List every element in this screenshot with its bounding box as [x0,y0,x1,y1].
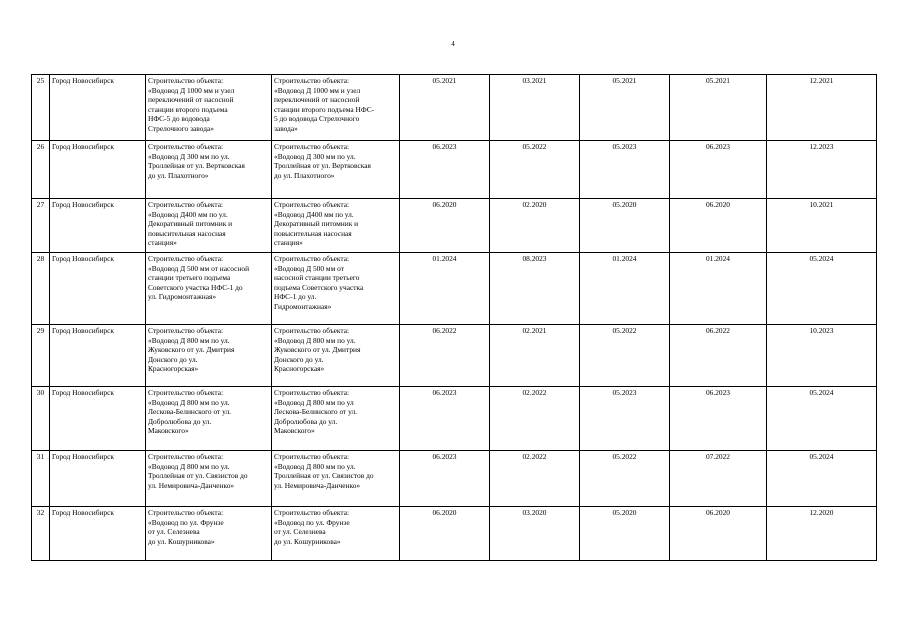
object-text-line: станция» [148,238,177,248]
object-text-line: Строительство объекта: [274,142,350,151]
object-name-cell [146,199,272,253]
municipality-cell: Город Новосибирск [50,325,146,387]
object-text-line: Троллейная от ул. Вертковская [274,161,371,171]
object-text-line: «Водовод Д 500 мм от насосной [148,263,250,273]
object-name-copy-cell [272,75,400,141]
object-text-line: ул. Немировича-Данченко» [274,480,361,490]
municipality-cell: Город Новосибирск [50,141,146,199]
object-name-cell [146,141,272,199]
date-cell: 12.2021 [767,75,877,141]
date-cell: 06.2020 [670,199,767,253]
row-number-cell: 26 [32,141,50,199]
table-row [32,387,877,451]
object-name-copy-cell [272,253,400,325]
object-name-cell [146,75,272,141]
page-number: 4 [451,40,455,48]
object-text-line: Декоративный питомник и [274,219,359,229]
object-text-line: «Водовод Д 1000 мм и узел [274,85,361,95]
date-cell: 08.2023 [490,253,580,325]
date-cell: 05.2022 [490,141,580,199]
row-number-cell: 29 [32,325,50,387]
object-text-line: Строительство объекта: [148,254,224,263]
object-name-cell [146,451,272,507]
object-text-line: Лескова-Белинского от ул. [274,407,358,417]
object-text-line: «Водовод Д400 мм по ул. [274,209,354,219]
object-text-line: Советского участка НФС-1 до [148,282,243,292]
objects-table [31,74,877,561]
object-text-line: Строительство объекта: [148,452,224,461]
date-cell: 12.2023 [767,141,877,199]
table-row [32,325,877,387]
object-text-line: Строительство объекта: [274,254,350,263]
row-number-cell: 28 [32,253,50,325]
object-text-line: Строительство объекта: [148,142,224,151]
municipality-cell: Город Новосибирск [50,199,146,253]
object-text-line: «Водовод Д 800 мм по ул. [274,335,356,345]
date-cell: 07.2022 [670,451,767,507]
object-text-line: ул. Гидромонтажная» [148,292,217,302]
date-cell: 12.2020 [767,507,877,561]
object-text-line: Добролюбова до ул. [148,416,212,426]
object-text-line: до ул. Плахотного» [274,170,335,180]
object-text-line: Строительство объекта: [274,200,350,209]
date-cell: 01.2024 [580,253,670,325]
object-text-line: ул. Немировича-Данченко» [148,480,235,490]
object-text-line: 5 до водовода Стрелочного [274,114,360,124]
date-cell: 06.2023 [400,387,490,451]
row-number-cell: 30 [32,387,50,451]
object-name-cell [146,253,272,325]
object-text-line: Строительство объекта: [148,508,224,517]
object-text-line: «Водовод Д400 мм по ул. [148,209,228,219]
object-text-line: повысительная насосная [148,228,226,238]
date-cell: 01.2024 [670,253,767,325]
object-text-line: станции второго подъема [148,104,228,114]
date-cell: 06.2023 [400,451,490,507]
date-cell: 10.2023 [767,325,877,387]
date-cell: 02.2022 [490,451,580,507]
object-text-line: переключений от насосной [148,95,234,105]
date-cell: 05.2022 [580,325,670,387]
object-name-copy-cell [272,199,400,253]
object-text-line: Строительство объекта: [148,200,224,209]
date-cell: 03.2021 [490,75,580,141]
date-cell: 05.2020 [580,507,670,561]
object-text-line: «Водовод Д 1000 мм и узел [148,85,235,95]
table-row [32,141,877,199]
object-text-line: Строительство объекта: [274,508,350,517]
row-number-cell: 25 [32,75,50,141]
object-name-copy-cell [272,507,400,561]
object-text-line: Строительство объекта: [274,76,350,85]
date-cell: 05.2024 [767,253,877,325]
object-text-line: «Водовод Д 500 мм от [274,263,344,273]
date-cell: 06.2020 [670,507,767,561]
object-name-cell [146,325,272,387]
object-text-line: Троллейная от ул. Связистов до [148,471,248,481]
object-text-line: Строительство объекта: [148,388,224,397]
object-text-line: Лескова-Белинского от ул. [148,407,232,417]
municipality-cell: Город Новосибирск [50,507,146,561]
date-cell: 05.2023 [580,387,670,451]
object-name-copy-cell [272,451,400,507]
object-text-line: «Водовод Д 800 мм по ул. [148,461,230,471]
object-text-line: переключений от насосной [274,95,360,105]
date-cell: 01.2024 [400,253,490,325]
object-text-line: завода» [274,123,298,133]
object-text-line: НФС-5 до водовода [148,114,210,124]
object-text-line: Маковского» [274,426,315,436]
date-cell: 02.2020 [490,199,580,253]
municipality-cell: Город Новосибирск [50,75,146,141]
object-text-line: до ул. Плахотного» [148,170,209,180]
object-text-line: Строительство объекта: [148,76,224,85]
object-text-line: Строительство объекта: [274,388,350,397]
object-text-line: НФС-1 до ул. [274,292,317,302]
date-cell: 05.2023 [580,141,670,199]
object-text-line: Троллейная от ул. Вертковская [148,161,245,171]
date-cell: 10.2021 [767,199,877,253]
table-row [32,199,877,253]
object-text-line: «Водовод по ул. Фрунзе [274,517,350,527]
municipality-cell: Город Новосибирск [50,387,146,451]
row-number-cell: 27 [32,199,50,253]
table-body [32,75,877,561]
date-cell: 05.2024 [767,387,877,451]
object-text-line: до ул. Кошурникова» [274,536,341,546]
date-cell: 02.2022 [490,387,580,451]
object-text-line: Декоративный питомник и [148,219,233,229]
object-text-line: от ул. Селезнева [274,527,326,537]
object-text-line: Жуковского от ул. Дмитрия [148,345,235,355]
table-row [32,75,877,141]
object-name-copy-cell [272,325,400,387]
date-cell: 05.2021 [580,75,670,141]
row-number-cell: 31 [32,451,50,507]
object-text-line: станции третьего подъема [148,273,231,283]
date-cell: 06.2020 [400,199,490,253]
date-cell: 06.2023 [670,387,767,451]
municipality-cell: Город Новосибирск [50,451,146,507]
object-name-cell [146,507,272,561]
object-text-line: Красногорская» [274,364,325,374]
object-name-cell [146,387,272,451]
date-cell: 06.2022 [670,325,767,387]
object-text-line: станции второго подъема НФС- [274,104,375,114]
object-text-line: насосной станции третьего [274,273,360,283]
object-text-line: повысительная насосная [274,228,352,238]
object-text-line: от ул. Селезнева [148,527,200,537]
object-text-line: Донского до ул. [274,354,324,364]
object-text-line: Строительство объекта: [148,326,224,335]
object-text-line: Строительство объекта: [274,452,350,461]
date-cell: 06.2020 [400,507,490,561]
object-text-line: станция» [274,238,303,248]
object-text-line: Троллейная от ул. Связистов до [274,471,374,481]
object-text-line: Маковского» [148,426,189,436]
object-text-line: подъема Советского участка [274,282,364,292]
table-row [32,451,877,507]
municipality-cell: Город Новосибирск [50,253,146,325]
row-number-cell: 32 [32,507,50,561]
object-text-line: Красногорская» [148,364,199,374]
object-text-line: Гидромонтажная» [274,301,332,311]
date-cell: 03.2020 [490,507,580,561]
date-cell: 06.2022 [400,325,490,387]
object-text-line: «Водовод Д 800 мм по ул. [148,335,230,345]
object-text-line: «Водовод Д 800 мм по ул. [274,461,356,471]
object-text-line: «Водовод Д 300 мм по ул. [148,151,230,161]
object-text-line: «Водовод Д 800 мм по ул. [148,397,230,407]
date-cell: 05.2021 [670,75,767,141]
date-cell: 05.2022 [580,451,670,507]
object-text-line: «Водовод по ул. Фрунзе [148,517,224,527]
date-cell: 02.2021 [490,325,580,387]
date-cell: 06.2023 [400,141,490,199]
object-text-line: «Водовод Д 800 мм по ул [274,397,354,407]
date-cell: 05.2020 [580,199,670,253]
object-text-line: до ул. Кошурникова» [148,536,215,546]
object-name-copy-cell [272,387,400,451]
object-text-line: Донского до ул. [148,354,198,364]
date-cell: 05.2024 [767,451,877,507]
table-row [32,253,877,325]
date-cell: 06.2023 [670,141,767,199]
object-name-copy-cell [272,141,400,199]
table-row [32,507,877,561]
object-text-line: «Водовод Д 300 мм по ул. [274,151,356,161]
object-text-line: Добролюбова до ул. [274,416,338,426]
date-cell: 05.2021 [400,75,490,141]
object-text-line: Стрелочного завода» [148,123,214,133]
object-text-line: Жуковского от ул. Дмитрия [274,345,361,355]
object-text-line: Строительство объекта: [274,326,350,335]
